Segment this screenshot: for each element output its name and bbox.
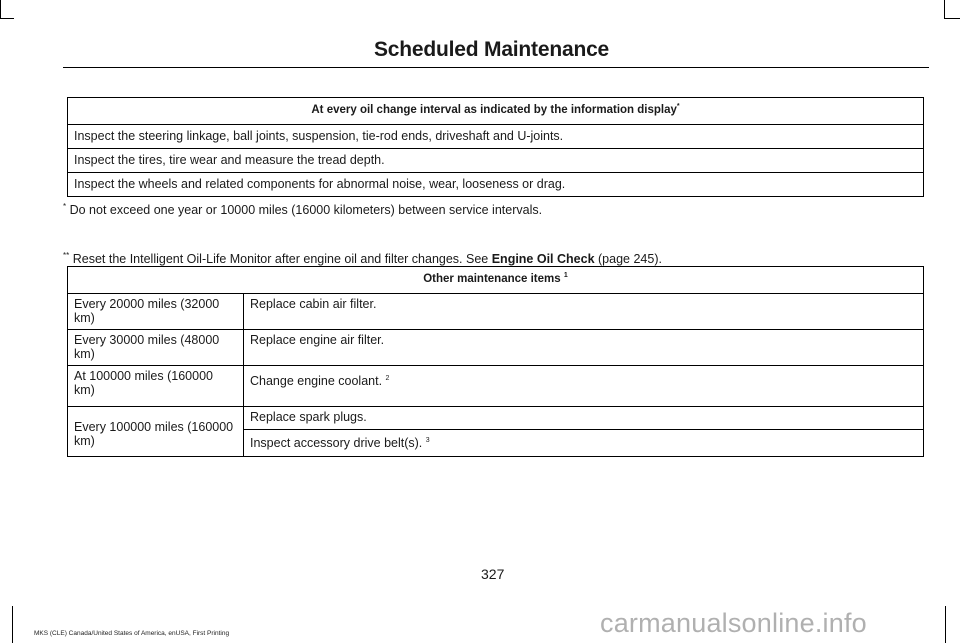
action-cell: Inspect accessory drive belt(s). $^3$	[244, 430, 924, 457]
engine-oil-check-link[interactable]: Engine Oil Check	[491, 252, 595, 266]
table-row: Inspect the tires, tire wear and measure the tread depth.	[68, 149, 924, 173]
table-row: Inspect the wheels and related components for abnormal noise, wear, looseness or drag.	[68, 173, 924, 197]
crop-mark	[944, 18, 960, 19]
footnote-marker: 2	[385, 374, 390, 382]
other-table-header: Other maintenance items $^1$	[68, 267, 924, 294]
oil-table-header: At every oil change interval as indicated by the information display*	[68, 98, 924, 125]
interval-cell: At 100000 miles (160000 km)	[68, 366, 244, 407]
print-footer: MKS (CLE) Canada/United States of America, enUSA, First Printing	[34, 630, 230, 637]
oil-change-table	[67, 97, 924, 197]
footnote-marker: *	[676, 103, 680, 111]
action-cell: Replace cabin air filter.	[244, 294, 924, 330]
footnote-marker: 3	[425, 436, 430, 444]
interval-cell: Every 100000 miles (160000 km)	[68, 407, 244, 457]
crop-mark	[0, 18, 14, 19]
header-divider	[63, 67, 929, 68]
crop-mark	[945, 606, 946, 643]
interval-cell: Every 20000 miles (32000 km)	[68, 294, 244, 330]
crop-mark	[12, 606, 13, 643]
crop-mark	[0, 0, 1, 18]
footnote-1: * Do not exceed one year or 10000 miles (16000 kilometers) between service intervals.	[63, 201, 543, 217]
table-row: Inspect the steering linkage, ball joints, suspension, tie-rod ends, driveshaft and U-joints.	[68, 125, 924, 149]
interval-cell: Every 30000 miles (48000 km)	[68, 330, 244, 366]
action-cell: Replace engine air filter.	[244, 330, 924, 366]
footnote-marker: 1	[563, 272, 568, 280]
page-number: 327	[481, 566, 505, 582]
watermark: carmanualsonline.info	[600, 608, 867, 638]
other-maintenance-table	[67, 266, 924, 457]
action-cell: Change engine coolant. $^2$	[244, 366, 924, 407]
footnote-2: ** Reset the Intelligent Oil-Life Monitor after engine oil and filter changes. See Engine Oil Check (page 245).	[63, 250, 662, 266]
page-title: Scheduled Maintenance	[374, 38, 610, 61]
action-cell: Replace spark plugs.	[244, 407, 924, 430]
crop-mark	[944, 0, 945, 18]
